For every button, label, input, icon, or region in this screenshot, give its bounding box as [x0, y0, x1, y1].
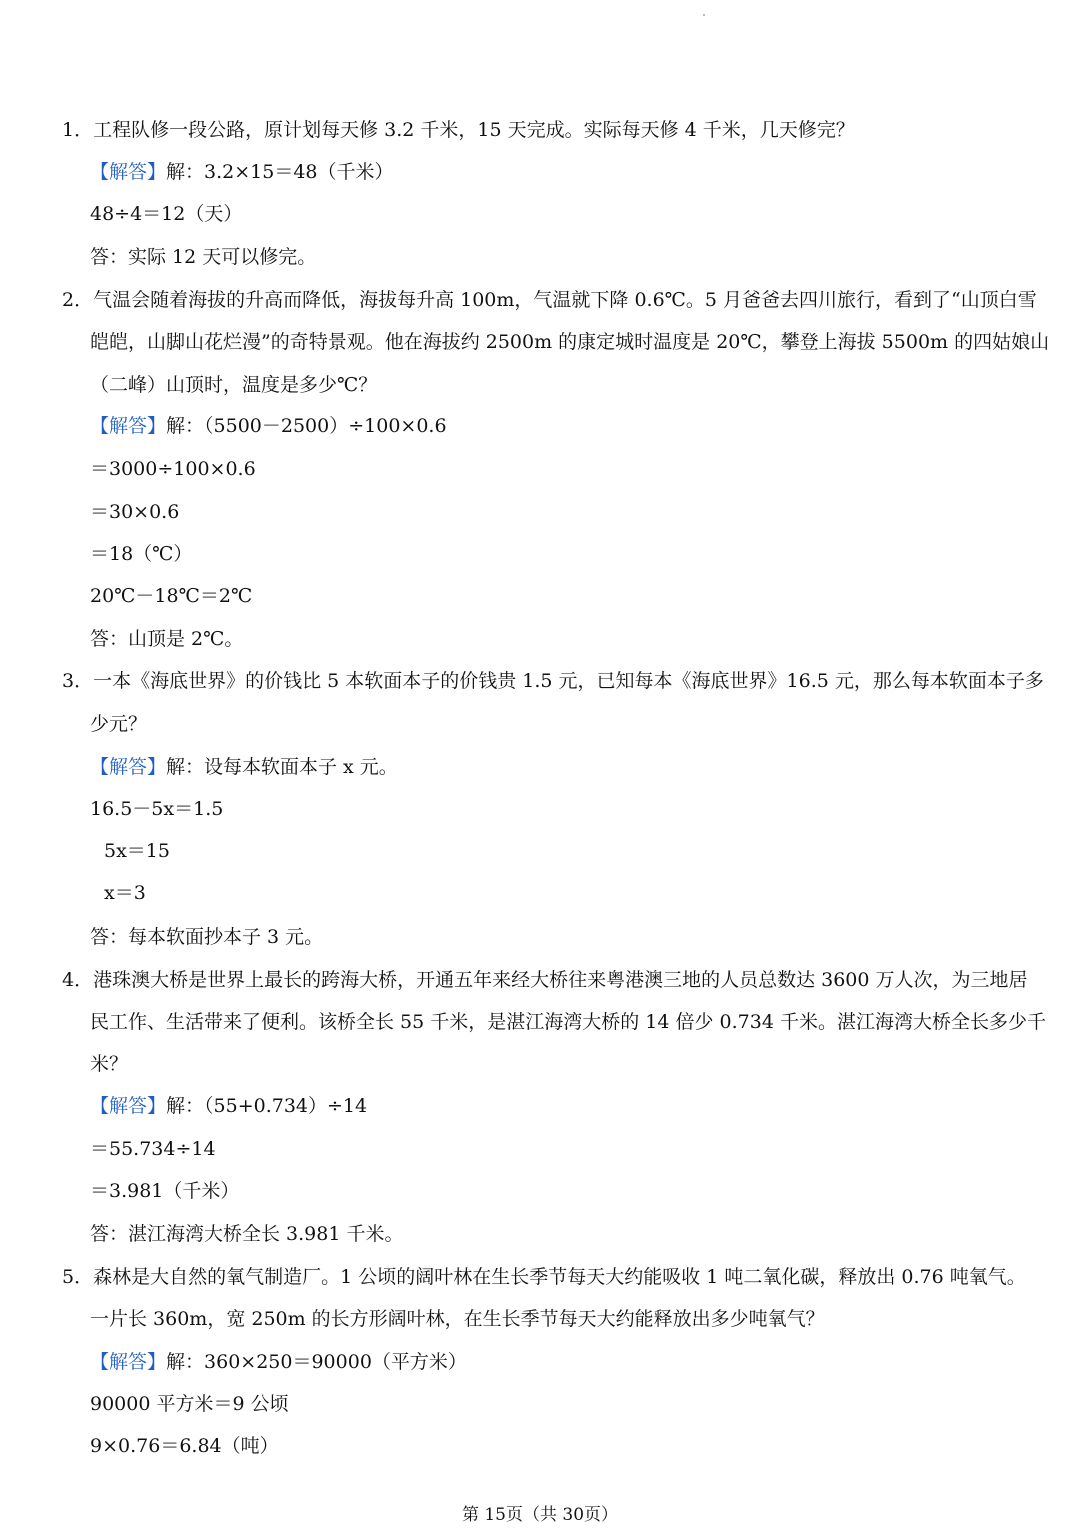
- problem-4-question-line-1: 4．港珠澳大桥是世界上最长的跨海大桥，开通五年来经大桥往来粤港澳三地的人员总数达 3600 万人次，为三地居: [62, 969, 1028, 991]
- problem-2-question-line-2: 皑皑，山脚山花烂漫”的奇特景观。他在海拔约 2500m 的康定城时温度是 20℃，攀登上海拔 5500m 的四姑娘山: [90, 331, 1050, 353]
- problem-2-answer-line-5: 答：山顶是 2℃。: [90, 628, 244, 650]
- answer-text: 解：设每本软面本子 x 元。: [166, 756, 398, 778]
- page-number-footer: 第 15页（共 30页）: [461, 1505, 619, 1525]
- problem-4-answer-first: [90, 1092, 367, 1120]
- problem-2-answer-line-1: ＝3000÷100×0.6: [90, 458, 256, 480]
- problem-4-answer-line-1: ＝55.734÷14: [90, 1138, 216, 1160]
- answer-tag: 【解答】: [90, 756, 167, 778]
- problem-3-answer-line-2: 5x＝15: [104, 840, 170, 862]
- problem-5-answer-first: [90, 1348, 467, 1376]
- problem-3-question-line-2: 少元？: [90, 713, 148, 735]
- answer-text: 解：（5500－2500）÷100×0.6: [166, 415, 447, 437]
- problem-2-answer-first: [90, 412, 447, 440]
- problem-2-answer-line-3: ＝18（℃）: [90, 543, 193, 565]
- problem-2-question-line-3: （二峰）山顶时，温度是多少℃？: [90, 374, 378, 396]
- answer-text: 解：（55+0.734）÷14: [166, 1095, 368, 1117]
- problem-3-answer-first: [90, 753, 398, 781]
- answer-tag: 【解答】: [90, 415, 167, 437]
- problem-4-answer-line-3: 答：湛江海湾大桥全长 3.981 千米。: [90, 1223, 404, 1245]
- problem-5-answer-line-1: 90000 平方米＝9 公顷: [90, 1393, 289, 1415]
- problem-1-answer-line-2: 答：实际 12 天可以修完。: [90, 246, 317, 268]
- problem-4-question-line-3: 米？: [90, 1053, 129, 1075]
- problem-4-answer-line-2: ＝3.981（千米）: [90, 1180, 240, 1202]
- problem-1-answer-line-1: 48÷4＝12（天）: [90, 203, 243, 225]
- answer-tag: 【解答】: [90, 161, 167, 183]
- problem-4-question-line-2: 民工作、生活带来了便利。该桥全长 55 千米，是湛江海湾大桥的 14 倍少 0.734 千米。湛江海湾大桥全长多少千: [90, 1011, 1046, 1033]
- problem-5-answer-line-2: 9×0.76＝6.84（吨）: [90, 1435, 279, 1457]
- problem-3-question-line-1: 3．一本《海底世界》的价钱比 5 本软面本子的价钱贵 1.5 元，已知每本《海底世界》16.5 元，那么每本软面本子多: [62, 670, 1044, 692]
- problem-3-answer-line-3: x＝3: [104, 882, 146, 904]
- problem-2-question-line-1: 2．气温会随着海拔的升高而降低，海拔每升高 100m，气温就下降 0.6℃。5 月爸爸去四川旅行，看到了“山顶白雪: [62, 289, 1037, 311]
- answer-tag: 【解答】: [90, 1095, 167, 1117]
- scan-speck: [703, 14, 705, 16]
- answer-text: 解：3.2×15＝48（千米）: [166, 161, 394, 183]
- problem-2-answer-line-4: 20℃－18℃＝2℃: [90, 585, 253, 607]
- problem-5-question-line-1: 5．森林是大自然的氧气制造厂。1 公顷的阔叶林在生长季节每天大约能吸收 1 吨二氧化碳，释放出 0.76 吨氧气。: [62, 1266, 1026, 1288]
- problem-5-question-line-2: 一片长 360m，宽 250m 的长方形阔叶林，在生长季节每天大约能释放出多少吨氧气？: [90, 1308, 825, 1330]
- problem-3-answer-line-4: 答：每本软面抄本子 3 元。: [90, 926, 324, 948]
- problem-1-answer-first: [90, 158, 394, 186]
- problem-3-answer-line-1: 16.5－5x＝1.5: [90, 798, 224, 820]
- problem-2-answer-line-2: ＝30×0.6: [90, 501, 180, 523]
- answer-tag: 【解答】: [90, 1351, 167, 1373]
- problem-1-question-line-1: 1．工程队修一段公路，原计划每天修 3.2 千米，15 天完成。实际每天修 4 千米，几天修完？: [62, 119, 855, 141]
- answer-text: 解：360×250＝90000（平方米）: [166, 1351, 467, 1373]
